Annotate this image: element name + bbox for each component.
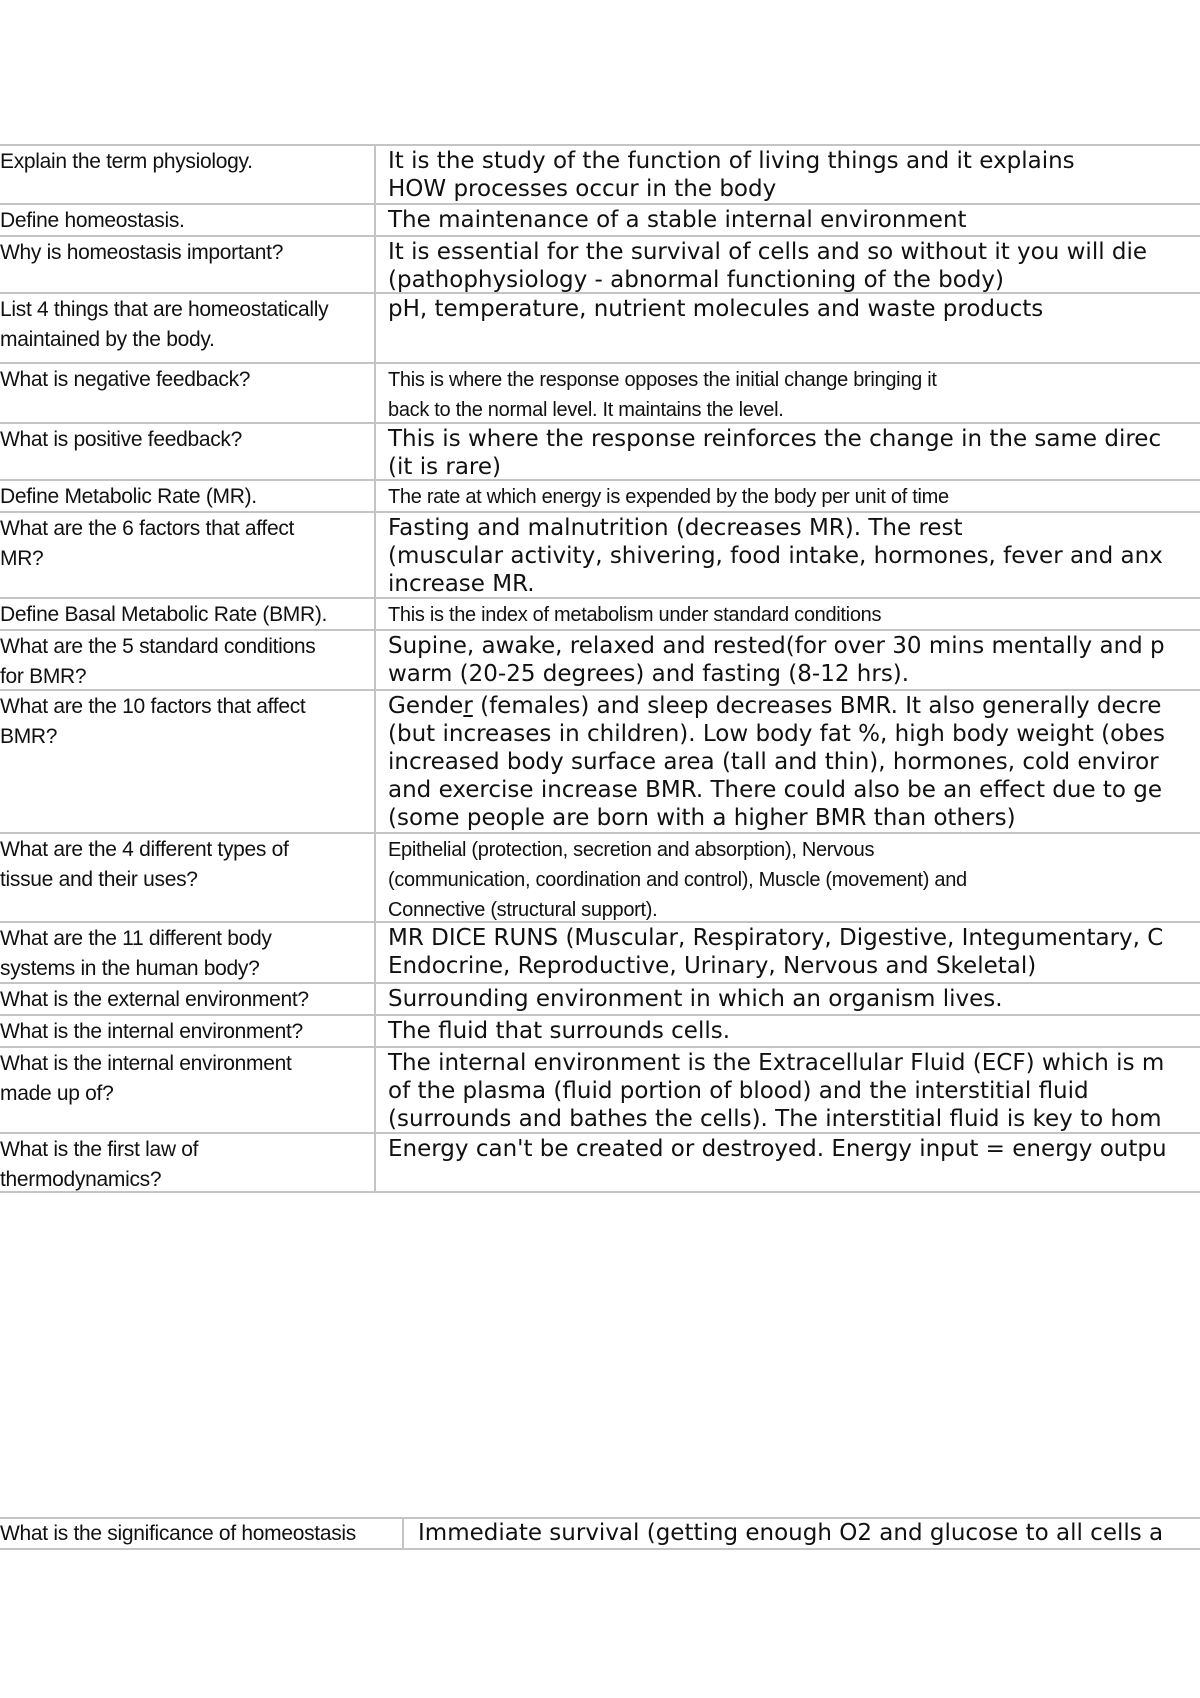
answer-cell: The maintenance of a stable internal environment [388,207,967,233]
answer-cell: Energy can't be created or destroyed. Energy input = energy outpu [388,1136,1167,1162]
question-cell: What is the significance of homeostasis [0,1519,404,1548]
table-row [0,982,1200,1014]
table-row [0,362,1200,422]
table-row [0,1014,1200,1046]
table-row [0,1132,1200,1193]
question-cell: Why is homeostasis important? [0,237,376,292]
question-cell: Define Basal Metabolic Rate (BMR). [0,599,376,629]
answer-cell: MR DICE RUNS (Muscular, Respiratory, Digestive, Integumentary, C Endocrine, Reproductive, Urinary, Nervous and Skeletal) [388,925,1164,979]
answer-text: Gende [388,693,464,719]
answer-cell: Fasting and malnutrition (decreases MR). The rest (muscular activity, shivering, food intake, hormones, fever and anx increase MR. [388,515,1163,597]
table-row [0,689,1200,832]
table-row [0,921,1200,982]
question-cell: Define homeostasis. [0,205,376,235]
answer-cell: This is where the response reinforces the change in the same direc (it is rare) [388,426,1162,480]
answer-cell: This is the index of metabolism under standard conditions [388,604,882,626]
question-cell: What is positive feedback? [0,424,376,479]
table-row [0,1517,1200,1550]
question-cell: What is the first law of thermodynamics? [0,1134,376,1191]
answer-cell: Immediate survival (getting enough O2 and glucose to all cells a [418,1520,1164,1546]
table-row [0,235,1200,292]
question-cell: What are the 6 factors that affect MR? [0,513,376,597]
answer-cell: The internal environment is the Extracellular Fluid (ECF) which is m of the plasma (fluid portion of blood) and the interstitial fluid (surrounds and bathes the cells). The interstitial fluid is key to hom [388,1050,1165,1132]
question-cell: What is negative feedback? [0,364,376,422]
answer-cell: The rate at which energy is expended by the body per unit of time [388,486,949,508]
underlined-letter: r [463,693,473,719]
answer-cell: It is essential for the survival of cells and so without it you will die (pathophysiology - abnormal functioning of the body) [388,239,1148,293]
table-row [0,1046,1200,1132]
question-cell: What are the 10 factors that affect BMR? [0,691,376,832]
table-row [0,629,1200,689]
question-cell: What is the internal environment made up of? [0,1048,376,1132]
answer-text: (females) and sleep decreases BMR. It also generally decre (but increases in children). Low body fat %, high body weight (obes increased body surface area (tall and thin), hormones, cold enviror and exercise increase BMR. There could also be an effect due to ge (some people are born with a higher BMR than others) [388,693,1165,831]
answer-cell: It is the study of the function of living things and it explains HOW processes occur in the body [388,148,1075,202]
question-cell: What is the internal environment? [0,1016,376,1046]
question-cell: What are the 4 different types of tissue and their uses? [0,834,376,921]
question-cell: What are the 11 different body systems in the human body? [0,923,376,982]
answer-cell: Epithelial (protection, secretion and absorption), Nervous (communication, coordination and control), Muscle (movement) and Connective (structural support). [388,839,967,921]
answer-cell: This is where the response opposes the initial change bringing it back to the normal level. It maintains the level. [388,369,937,421]
table-row [0,203,1200,235]
table-row [0,422,1200,479]
answer-cell: The fluid that surrounds cells. [388,1018,731,1044]
table-row [0,832,1200,921]
question-cell: What are the 5 standard conditions for BMR? [0,631,376,689]
question-cell: List 4 things that are homeostatically maintained by the body. [0,294,376,362]
question-cell: What is the external environment? [0,984,376,1014]
answer-cell: Supine, awake, relaxed and rested(for over 30 mins mentally and p warm (20-25 degrees) and fasting (8-12 hrs). [388,633,1165,687]
answer-cell [388,691,1200,832]
table-row [0,479,1200,511]
table-row [0,144,1200,203]
question-cell: Explain the term physiology. [0,146,376,203]
answer-cell: Surrounding environment in which an organism lives. [388,986,1003,1012]
table-row [0,511,1200,597]
answer-cell: pH, temperature, nutrient molecules and waste products [388,296,1044,322]
question-cell: Define Metabolic Rate (MR). [0,481,376,511]
table-row [0,597,1200,629]
table-row [0,292,1200,362]
